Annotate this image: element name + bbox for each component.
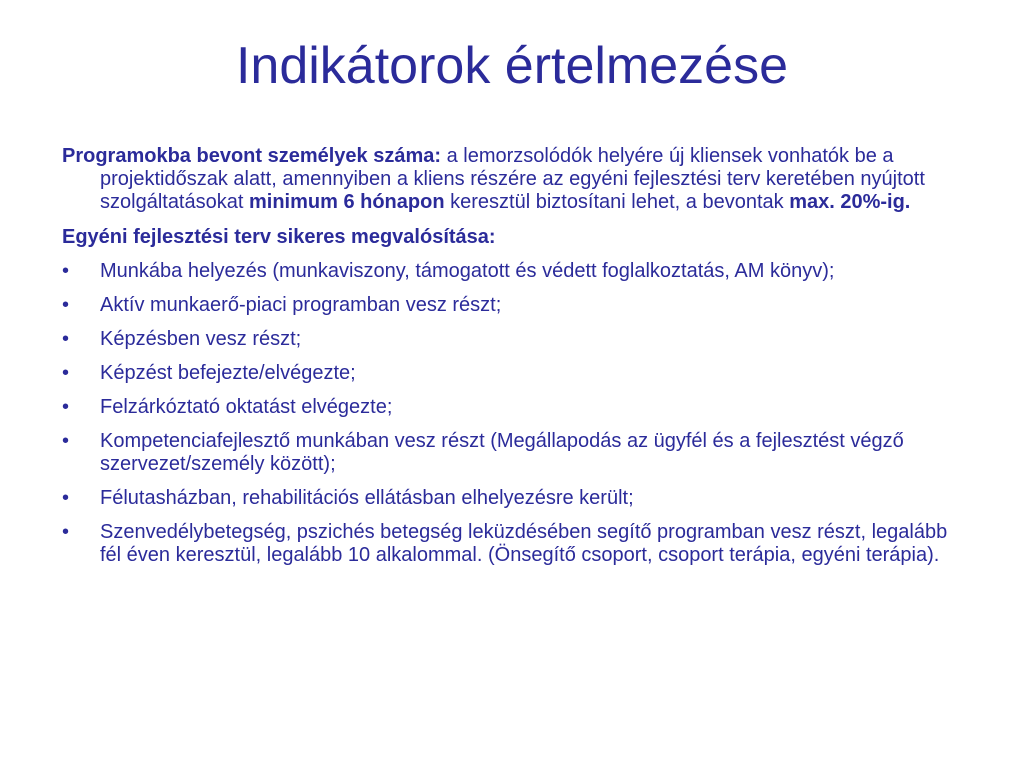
list-item [62, 487, 967, 510]
list-item-text: Képzésben vesz részt; [100, 328, 302, 350]
list-item-text: Munkába helyezés (munkaviszony, támogatott és védett foglalkoztatás, AM könyv); [100, 260, 835, 282]
slide-content [62, 145, 967, 578]
list-item [62, 521, 967, 567]
bullet-icon: • [62, 430, 70, 452]
list-item-text: Félutasházban, rehabilitációs ellátásban elhelyezésre került; [100, 487, 634, 509]
list-item [62, 294, 967, 317]
intro-bold-1: minimum 6 hónapon [248, 191, 445, 213]
bullet-list [62, 260, 967, 567]
list-item-text: Aktív munkaerő-piaci programban vesz részt; [100, 294, 502, 316]
bullet-icon: • [62, 260, 70, 282]
bullet-icon: • [62, 396, 70, 418]
list-item-text: Szenvedélybetegség, pszichés betegség leküzdésében segítő programban vesz részt, legalább fél éven keresztül, legalább 10 alkalommal. (Önsegítő csoport, csoport terápia, egyéni terápia). [100, 521, 948, 566]
bullet-icon: • [62, 294, 70, 316]
bullet-icon: • [62, 362, 70, 384]
bullet-icon: • [62, 521, 70, 543]
bullet-icon: • [62, 328, 70, 350]
list-item [62, 260, 967, 283]
slide-title: Indikátorok értelmezése [235, 37, 789, 95]
list-item-text: Képzést befejezte/elvégezte; [100, 362, 356, 384]
intro-text-2: keresztül biztosítani lehet, a bevontak [444, 191, 790, 213]
list-item-text: Felzárkóztató oktatást elvégezte; [100, 396, 393, 418]
section-heading: Egyéni fejlesztési terv sikeres megvalósítása: [62, 226, 496, 248]
intro-text-1: a lemorzsolódók helyére új kliensek vonhatók be a projektidőszak alatt, amennyiben a kliens részére az egyéni fejlesztési terv keretében nyújtott szolgáltatásokat [100, 145, 925, 213]
intro-paragraph [62, 145, 967, 214]
list-item-text: Kompetenciafejlesztő munkában vesz részt (Megállapodás az ügyfél és a fejlesztést végző szervezet/személy között); [100, 430, 904, 475]
intro-bold-2: max. 20%-ig. [789, 191, 911, 213]
list-item [62, 328, 967, 351]
list-item [62, 396, 967, 419]
list-item [62, 362, 967, 385]
list-item [62, 430, 967, 476]
intro-bold-lead: Programokba bevont személyek száma: [62, 145, 442, 167]
bullet-icon: • [62, 487, 70, 509]
